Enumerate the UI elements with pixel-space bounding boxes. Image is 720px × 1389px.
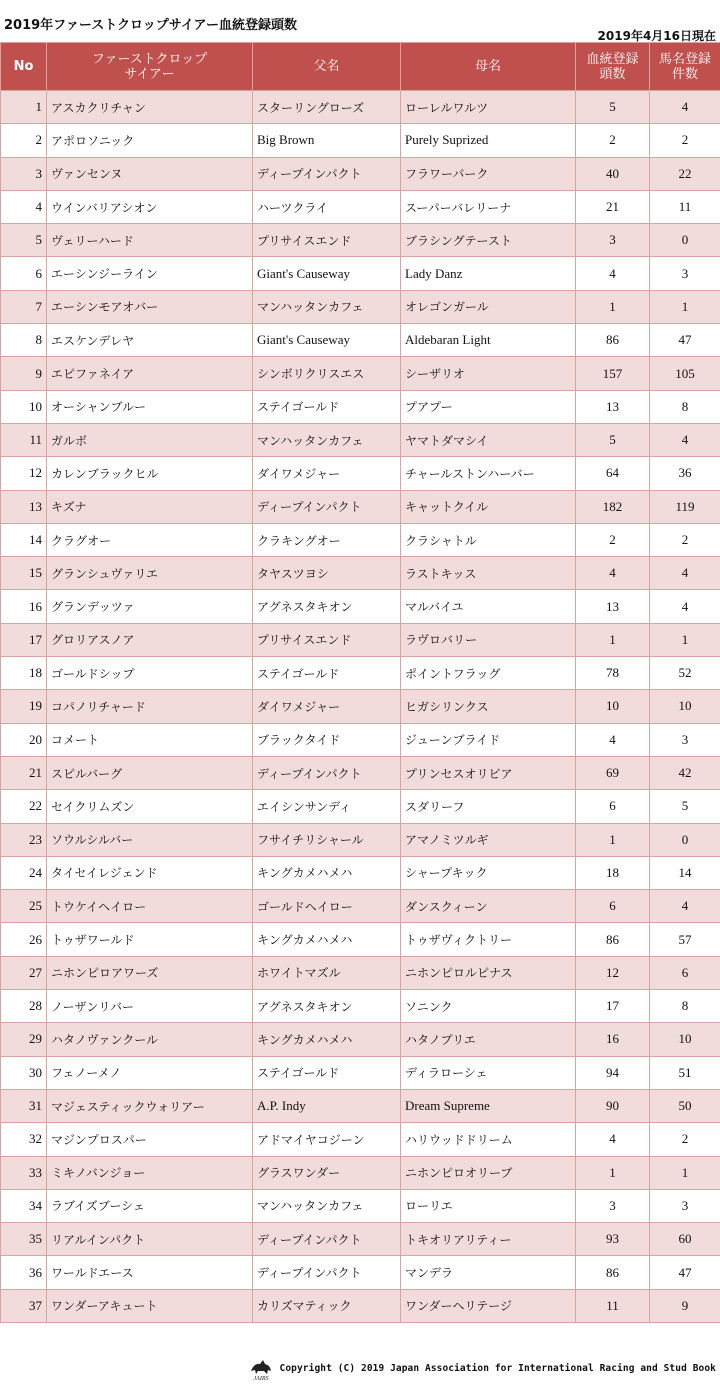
table-row xyxy=(1,257,720,290)
row-blood-count: 2 xyxy=(576,124,650,157)
row-mother: マルバイユ xyxy=(401,590,576,623)
row-sire: タイセイレジェンド xyxy=(47,856,253,889)
row-horse-count: 3 xyxy=(650,257,720,290)
row-father: ステイゴールド xyxy=(253,390,401,423)
row-blood-count: 86 xyxy=(576,923,650,956)
row-blood-count: 182 xyxy=(576,490,650,523)
row-horse-count: 42 xyxy=(650,756,720,789)
row-mother: キャットクイル xyxy=(401,490,576,523)
row-mother: ラヴロバリー xyxy=(401,623,576,656)
row-mother: ハタノプリエ xyxy=(401,1023,576,1056)
row-mother: Aldebaran Light xyxy=(401,324,576,357)
row-horse-count: 2 xyxy=(650,1123,720,1156)
row-no: 13 xyxy=(1,490,47,523)
row-no: 31 xyxy=(1,1089,47,1122)
row-no: 16 xyxy=(1,590,47,623)
row-blood-count: 1 xyxy=(576,823,650,856)
table-header-row xyxy=(1,43,720,91)
row-no: 1 xyxy=(1,91,47,124)
row-blood-count: 157 xyxy=(576,357,650,390)
row-sire: キズナ xyxy=(47,490,253,523)
row-father: Big Brown xyxy=(253,124,401,157)
row-horse-count: 0 xyxy=(650,224,720,257)
table-row xyxy=(1,91,720,124)
row-sire: マジェスティックウォリアー xyxy=(47,1089,253,1122)
row-father: ダイワメジャー xyxy=(253,690,401,723)
table-row xyxy=(1,1089,720,1122)
table-row xyxy=(1,690,720,723)
footer xyxy=(248,1355,716,1381)
row-no: 36 xyxy=(1,1256,47,1289)
row-horse-count: 2 xyxy=(650,124,720,157)
row-mother: ダンスクィーン xyxy=(401,890,576,923)
header-sire: ファーストクロップ サイアー xyxy=(47,43,253,91)
row-no: 37 xyxy=(1,1289,47,1322)
row-blood-count: 78 xyxy=(576,657,650,690)
row-horse-count: 11 xyxy=(650,190,720,223)
table-row xyxy=(1,290,720,323)
row-mother: プアプー xyxy=(401,390,576,423)
row-sire: ワンダーアキュート xyxy=(47,1289,253,1322)
row-horse-count: 10 xyxy=(650,690,720,723)
table-row xyxy=(1,856,720,889)
row-horse-count: 3 xyxy=(650,723,720,756)
row-father: カリズマティック xyxy=(253,1289,401,1322)
row-sire: リアルインパクト xyxy=(47,1223,253,1256)
row-horse-count: 4 xyxy=(650,423,720,456)
row-sire: ミキノバンジョー xyxy=(47,1156,253,1189)
header-no: No xyxy=(1,43,47,91)
row-mother: Dream Supreme xyxy=(401,1089,576,1122)
row-blood-count: 3 xyxy=(576,1189,650,1222)
row-father: アグネスタキオン xyxy=(253,990,401,1023)
row-blood-count: 5 xyxy=(576,423,650,456)
row-mother: ブラシングテースト xyxy=(401,224,576,257)
row-horse-count: 57 xyxy=(650,923,720,956)
row-sire: ヴァンセンヌ xyxy=(47,157,253,190)
row-horse-count: 52 xyxy=(650,657,720,690)
row-blood-count: 10 xyxy=(576,690,650,723)
row-father: キングカメハメハ xyxy=(253,856,401,889)
row-blood-count: 12 xyxy=(576,956,650,989)
row-sire: ゴールドシップ xyxy=(47,657,253,690)
row-mother: ローリエ xyxy=(401,1189,576,1222)
row-father: マンハッタンカフェ xyxy=(253,290,401,323)
row-father: ディープインパクト xyxy=(253,157,401,190)
table-row xyxy=(1,1023,720,1056)
row-horse-count: 1 xyxy=(650,1156,720,1189)
header-mother: 母名 xyxy=(401,43,576,91)
table-row xyxy=(1,890,720,923)
row-sire: ノーザンリバー xyxy=(47,990,253,1023)
row-sire: エスケンデレヤ xyxy=(47,324,253,357)
row-mother: ニホンピロオリーブ xyxy=(401,1156,576,1189)
row-mother: ヤマトダマシイ xyxy=(401,423,576,456)
row-sire: トウケイヘイロー xyxy=(47,890,253,923)
table-row xyxy=(1,224,720,257)
row-father: ステイゴールド xyxy=(253,657,401,690)
row-sire: コメート xyxy=(47,723,253,756)
row-horse-count: 4 xyxy=(650,890,720,923)
row-mother: ワンダーヘリテージ xyxy=(401,1289,576,1322)
row-father: アグネスタキオン xyxy=(253,590,401,623)
row-father: シンボリクリスエス xyxy=(253,357,401,390)
row-horse-count: 60 xyxy=(650,1223,720,1256)
row-sire: グロリアスノア xyxy=(47,623,253,656)
row-sire: ソウルシルバー xyxy=(47,823,253,856)
row-sire: ハタノヴァンクール xyxy=(47,1023,253,1056)
row-no: 15 xyxy=(1,557,47,590)
table-row xyxy=(1,990,720,1023)
row-blood-count: 69 xyxy=(576,756,650,789)
row-mother: ソニンク xyxy=(401,990,576,1023)
row-blood-count: 18 xyxy=(576,856,650,889)
row-horse-count: 36 xyxy=(650,457,720,490)
row-mother: チャールストンハーバー xyxy=(401,457,576,490)
table-row xyxy=(1,157,720,190)
row-no: 2 xyxy=(1,124,47,157)
row-sire: ガルボ xyxy=(47,423,253,456)
header-blood-count: 血統登録 頭数 xyxy=(576,43,650,91)
row-horse-count: 1 xyxy=(650,290,720,323)
row-blood-count: 4 xyxy=(576,257,650,290)
row-no: 10 xyxy=(1,390,47,423)
row-mother: Lady Danz xyxy=(401,257,576,290)
table-row xyxy=(1,190,720,223)
row-sire: マジンプロスパー xyxy=(47,1123,253,1156)
table-row xyxy=(1,657,720,690)
table-row xyxy=(1,623,720,656)
row-no: 34 xyxy=(1,1189,47,1222)
row-blood-count: 4 xyxy=(576,557,650,590)
row-sire: エーシンジーライン xyxy=(47,257,253,290)
row-no: 22 xyxy=(1,790,47,823)
table-row xyxy=(1,1056,720,1089)
row-no: 25 xyxy=(1,890,47,923)
row-horse-count: 4 xyxy=(650,91,720,124)
row-horse-count: 6 xyxy=(650,956,720,989)
row-blood-count: 40 xyxy=(576,157,650,190)
row-no: 5 xyxy=(1,224,47,257)
row-no: 23 xyxy=(1,823,47,856)
row-no: 12 xyxy=(1,457,47,490)
row-horse-count: 8 xyxy=(650,390,720,423)
row-mother: ローレルワルツ xyxy=(401,91,576,124)
row-sire: コパノリチャード xyxy=(47,690,253,723)
row-no: 26 xyxy=(1,923,47,956)
row-horse-count: 9 xyxy=(650,1289,720,1322)
table-row xyxy=(1,1256,720,1289)
row-sire: ワールドエース xyxy=(47,1256,253,1289)
row-father: クラキングオー xyxy=(253,523,401,556)
row-father: Giant's Causeway xyxy=(253,324,401,357)
table-row xyxy=(1,1156,720,1189)
row-father: ディープインパクト xyxy=(253,1256,401,1289)
row-no: 14 xyxy=(1,523,47,556)
row-father: フサイチリシャール xyxy=(253,823,401,856)
row-mother: Purely Suprized xyxy=(401,124,576,157)
table-row xyxy=(1,1123,720,1156)
row-horse-count: 2 xyxy=(650,523,720,556)
row-no: 3 xyxy=(1,157,47,190)
row-mother: ヒガシリンクス xyxy=(401,690,576,723)
row-sire: オーシャンブルー xyxy=(47,390,253,423)
row-no: 11 xyxy=(1,423,47,456)
row-blood-count: 90 xyxy=(576,1089,650,1122)
row-sire: グランデッツァ xyxy=(47,590,253,623)
table-row xyxy=(1,423,720,456)
jairs-logo-icon xyxy=(248,1355,274,1381)
row-father: キングカメハメハ xyxy=(253,923,401,956)
row-mother: ポイントフラッグ xyxy=(401,657,576,690)
row-blood-count: 1 xyxy=(576,290,650,323)
row-no: 8 xyxy=(1,324,47,357)
row-father: キングカメハメハ xyxy=(253,1023,401,1056)
copyright-text: Copyright (C) 2019 Japan Association for International Racing and Stud Book xyxy=(279,1362,716,1374)
row-mother: シーザリオ xyxy=(401,357,576,390)
row-father: A.P. Indy xyxy=(253,1089,401,1122)
row-father: プリサイスエンド xyxy=(253,623,401,656)
row-mother: ジューンブライド xyxy=(401,723,576,756)
page-title: 2019年ファーストクロップサイアー血統登録頭数 xyxy=(4,18,298,33)
row-sire: ヴェリーハード xyxy=(47,224,253,257)
row-father: ディープインパクト xyxy=(253,756,401,789)
row-no: 6 xyxy=(1,257,47,290)
row-no: 24 xyxy=(1,856,47,889)
row-sire: ウインバリアシオン xyxy=(47,190,253,223)
row-no: 17 xyxy=(1,623,47,656)
row-father: タヤスツヨシ xyxy=(253,557,401,590)
table-row xyxy=(1,923,720,956)
row-horse-count: 14 xyxy=(650,856,720,889)
row-no: 33 xyxy=(1,1156,47,1189)
row-mother: トゥザヴィクトリー xyxy=(401,923,576,956)
table-row xyxy=(1,1223,720,1256)
header-father: 父名 xyxy=(253,43,401,91)
row-no: 4 xyxy=(1,190,47,223)
row-no: 21 xyxy=(1,756,47,789)
row-blood-count: 94 xyxy=(576,1056,650,1089)
row-blood-count: 6 xyxy=(576,890,650,923)
row-mother: ディラローシェ xyxy=(401,1056,576,1089)
row-mother: マンデラ xyxy=(401,1256,576,1289)
row-horse-count: 10 xyxy=(650,1023,720,1056)
table-row xyxy=(1,723,720,756)
row-no: 20 xyxy=(1,723,47,756)
row-horse-count: 4 xyxy=(650,557,720,590)
row-father: ステイゴールド xyxy=(253,1056,401,1089)
row-horse-count: 47 xyxy=(650,324,720,357)
row-blood-count: 86 xyxy=(576,324,650,357)
as-of-date: 2019年4月16日現在 xyxy=(597,29,716,43)
row-mother: スダリーフ xyxy=(401,790,576,823)
row-blood-count: 13 xyxy=(576,390,650,423)
row-sire: トゥザワールド xyxy=(47,923,253,956)
row-father: マンハッタンカフェ xyxy=(253,423,401,456)
row-blood-count: 1 xyxy=(576,623,650,656)
row-father: ゴールドヘイロー xyxy=(253,890,401,923)
row-no: 18 xyxy=(1,657,47,690)
row-father: ブラックタイド xyxy=(253,723,401,756)
row-no: 28 xyxy=(1,990,47,1023)
row-no: 19 xyxy=(1,690,47,723)
row-mother: アマノミツルギ xyxy=(401,823,576,856)
table-row xyxy=(1,490,720,523)
row-horse-count: 0 xyxy=(650,823,720,856)
row-sire: エーシンモアオバー xyxy=(47,290,253,323)
table-row xyxy=(1,124,720,157)
table-row xyxy=(1,457,720,490)
table-row xyxy=(1,390,720,423)
row-horse-count: 47 xyxy=(650,1256,720,1289)
table-row xyxy=(1,357,720,390)
svg-text:JAIRS: JAIRS xyxy=(253,1376,269,1381)
row-blood-count: 86 xyxy=(576,1256,650,1289)
row-no: 7 xyxy=(1,290,47,323)
row-blood-count: 16 xyxy=(576,1023,650,1056)
row-sire: エピファネイア xyxy=(47,357,253,390)
row-sire: アスカクリチャン xyxy=(47,91,253,124)
row-father: マンハッタンカフェ xyxy=(253,1189,401,1222)
row-father: アドマイヤコジーン xyxy=(253,1123,401,1156)
row-blood-count: 2 xyxy=(576,523,650,556)
row-horse-count: 51 xyxy=(650,1056,720,1089)
row-horse-count: 1 xyxy=(650,623,720,656)
row-blood-count: 4 xyxy=(576,723,650,756)
row-mother: オレゴンガール xyxy=(401,290,576,323)
table-row xyxy=(1,1189,720,1222)
row-blood-count: 93 xyxy=(576,1223,650,1256)
table-row xyxy=(1,790,720,823)
row-sire: スピルバーグ xyxy=(47,756,253,789)
row-blood-count: 3 xyxy=(576,224,650,257)
row-sire: セイクリムズン xyxy=(47,790,253,823)
row-horse-count: 8 xyxy=(650,990,720,1023)
row-horse-count: 119 xyxy=(650,490,720,523)
row-blood-count: 11 xyxy=(576,1289,650,1322)
row-mother: ラストキッス xyxy=(401,557,576,590)
table-row xyxy=(1,756,720,789)
row-mother: スーパーバレリーナ xyxy=(401,190,576,223)
row-mother: クラシャトル xyxy=(401,523,576,556)
row-father: ハーツクライ xyxy=(253,190,401,223)
row-sire: グランシュヴァリエ xyxy=(47,557,253,590)
row-mother: トキオリアリティー xyxy=(401,1223,576,1256)
row-horse-count: 5 xyxy=(650,790,720,823)
row-blood-count: 5 xyxy=(576,91,650,124)
table-row xyxy=(1,557,720,590)
row-father: ディープインパクト xyxy=(253,490,401,523)
row-father: ダイワメジャー xyxy=(253,457,401,490)
row-blood-count: 1 xyxy=(576,1156,650,1189)
row-no: 30 xyxy=(1,1056,47,1089)
row-sire: アポロソニック xyxy=(47,124,253,157)
row-horse-count: 50 xyxy=(650,1089,720,1122)
row-blood-count: 64 xyxy=(576,457,650,490)
row-blood-count: 4 xyxy=(576,1123,650,1156)
row-mother: プリンセスオリビア xyxy=(401,756,576,789)
row-horse-count: 4 xyxy=(650,590,720,623)
row-blood-count: 6 xyxy=(576,790,650,823)
row-father: スターリングローズ xyxy=(253,91,401,124)
row-father: Giant's Causeway xyxy=(253,257,401,290)
row-father: ホワイトマズル xyxy=(253,956,401,989)
row-mother: ニホンピロルピナス xyxy=(401,956,576,989)
table-row xyxy=(1,1289,720,1322)
row-father: プリサイスエンド xyxy=(253,224,401,257)
row-horse-count: 22 xyxy=(650,157,720,190)
row-mother: フラワーパーク xyxy=(401,157,576,190)
row-father: エイシンサンディ xyxy=(253,790,401,823)
row-father: ディープインパクト xyxy=(253,1223,401,1256)
row-no: 27 xyxy=(1,956,47,989)
row-no: 29 xyxy=(1,1023,47,1056)
registration-table xyxy=(0,42,720,1323)
row-horse-count: 3 xyxy=(650,1189,720,1222)
row-mother: シャープキック xyxy=(401,856,576,889)
row-father: グラスワンダー xyxy=(253,1156,401,1189)
table-row xyxy=(1,523,720,556)
row-sire: フェノーメノ xyxy=(47,1056,253,1089)
row-sire: ニホンピロアワーズ xyxy=(47,956,253,989)
table-row xyxy=(1,590,720,623)
row-blood-count: 21 xyxy=(576,190,650,223)
table-row xyxy=(1,956,720,989)
row-horse-count: 105 xyxy=(650,357,720,390)
row-sire: ラブイズブーシェ xyxy=(47,1189,253,1222)
row-sire: カレンブラックヒル xyxy=(47,457,253,490)
row-no: 32 xyxy=(1,1123,47,1156)
row-sire: クラグオー xyxy=(47,523,253,556)
row-blood-count: 17 xyxy=(576,990,650,1023)
table-row xyxy=(1,324,720,357)
row-no: 35 xyxy=(1,1223,47,1256)
row-blood-count: 13 xyxy=(576,590,650,623)
table-row xyxy=(1,823,720,856)
row-mother: ハリウッドドリーム xyxy=(401,1123,576,1156)
header-horse-count: 馬名登録 件数 xyxy=(650,43,720,91)
row-no: 9 xyxy=(1,357,47,390)
